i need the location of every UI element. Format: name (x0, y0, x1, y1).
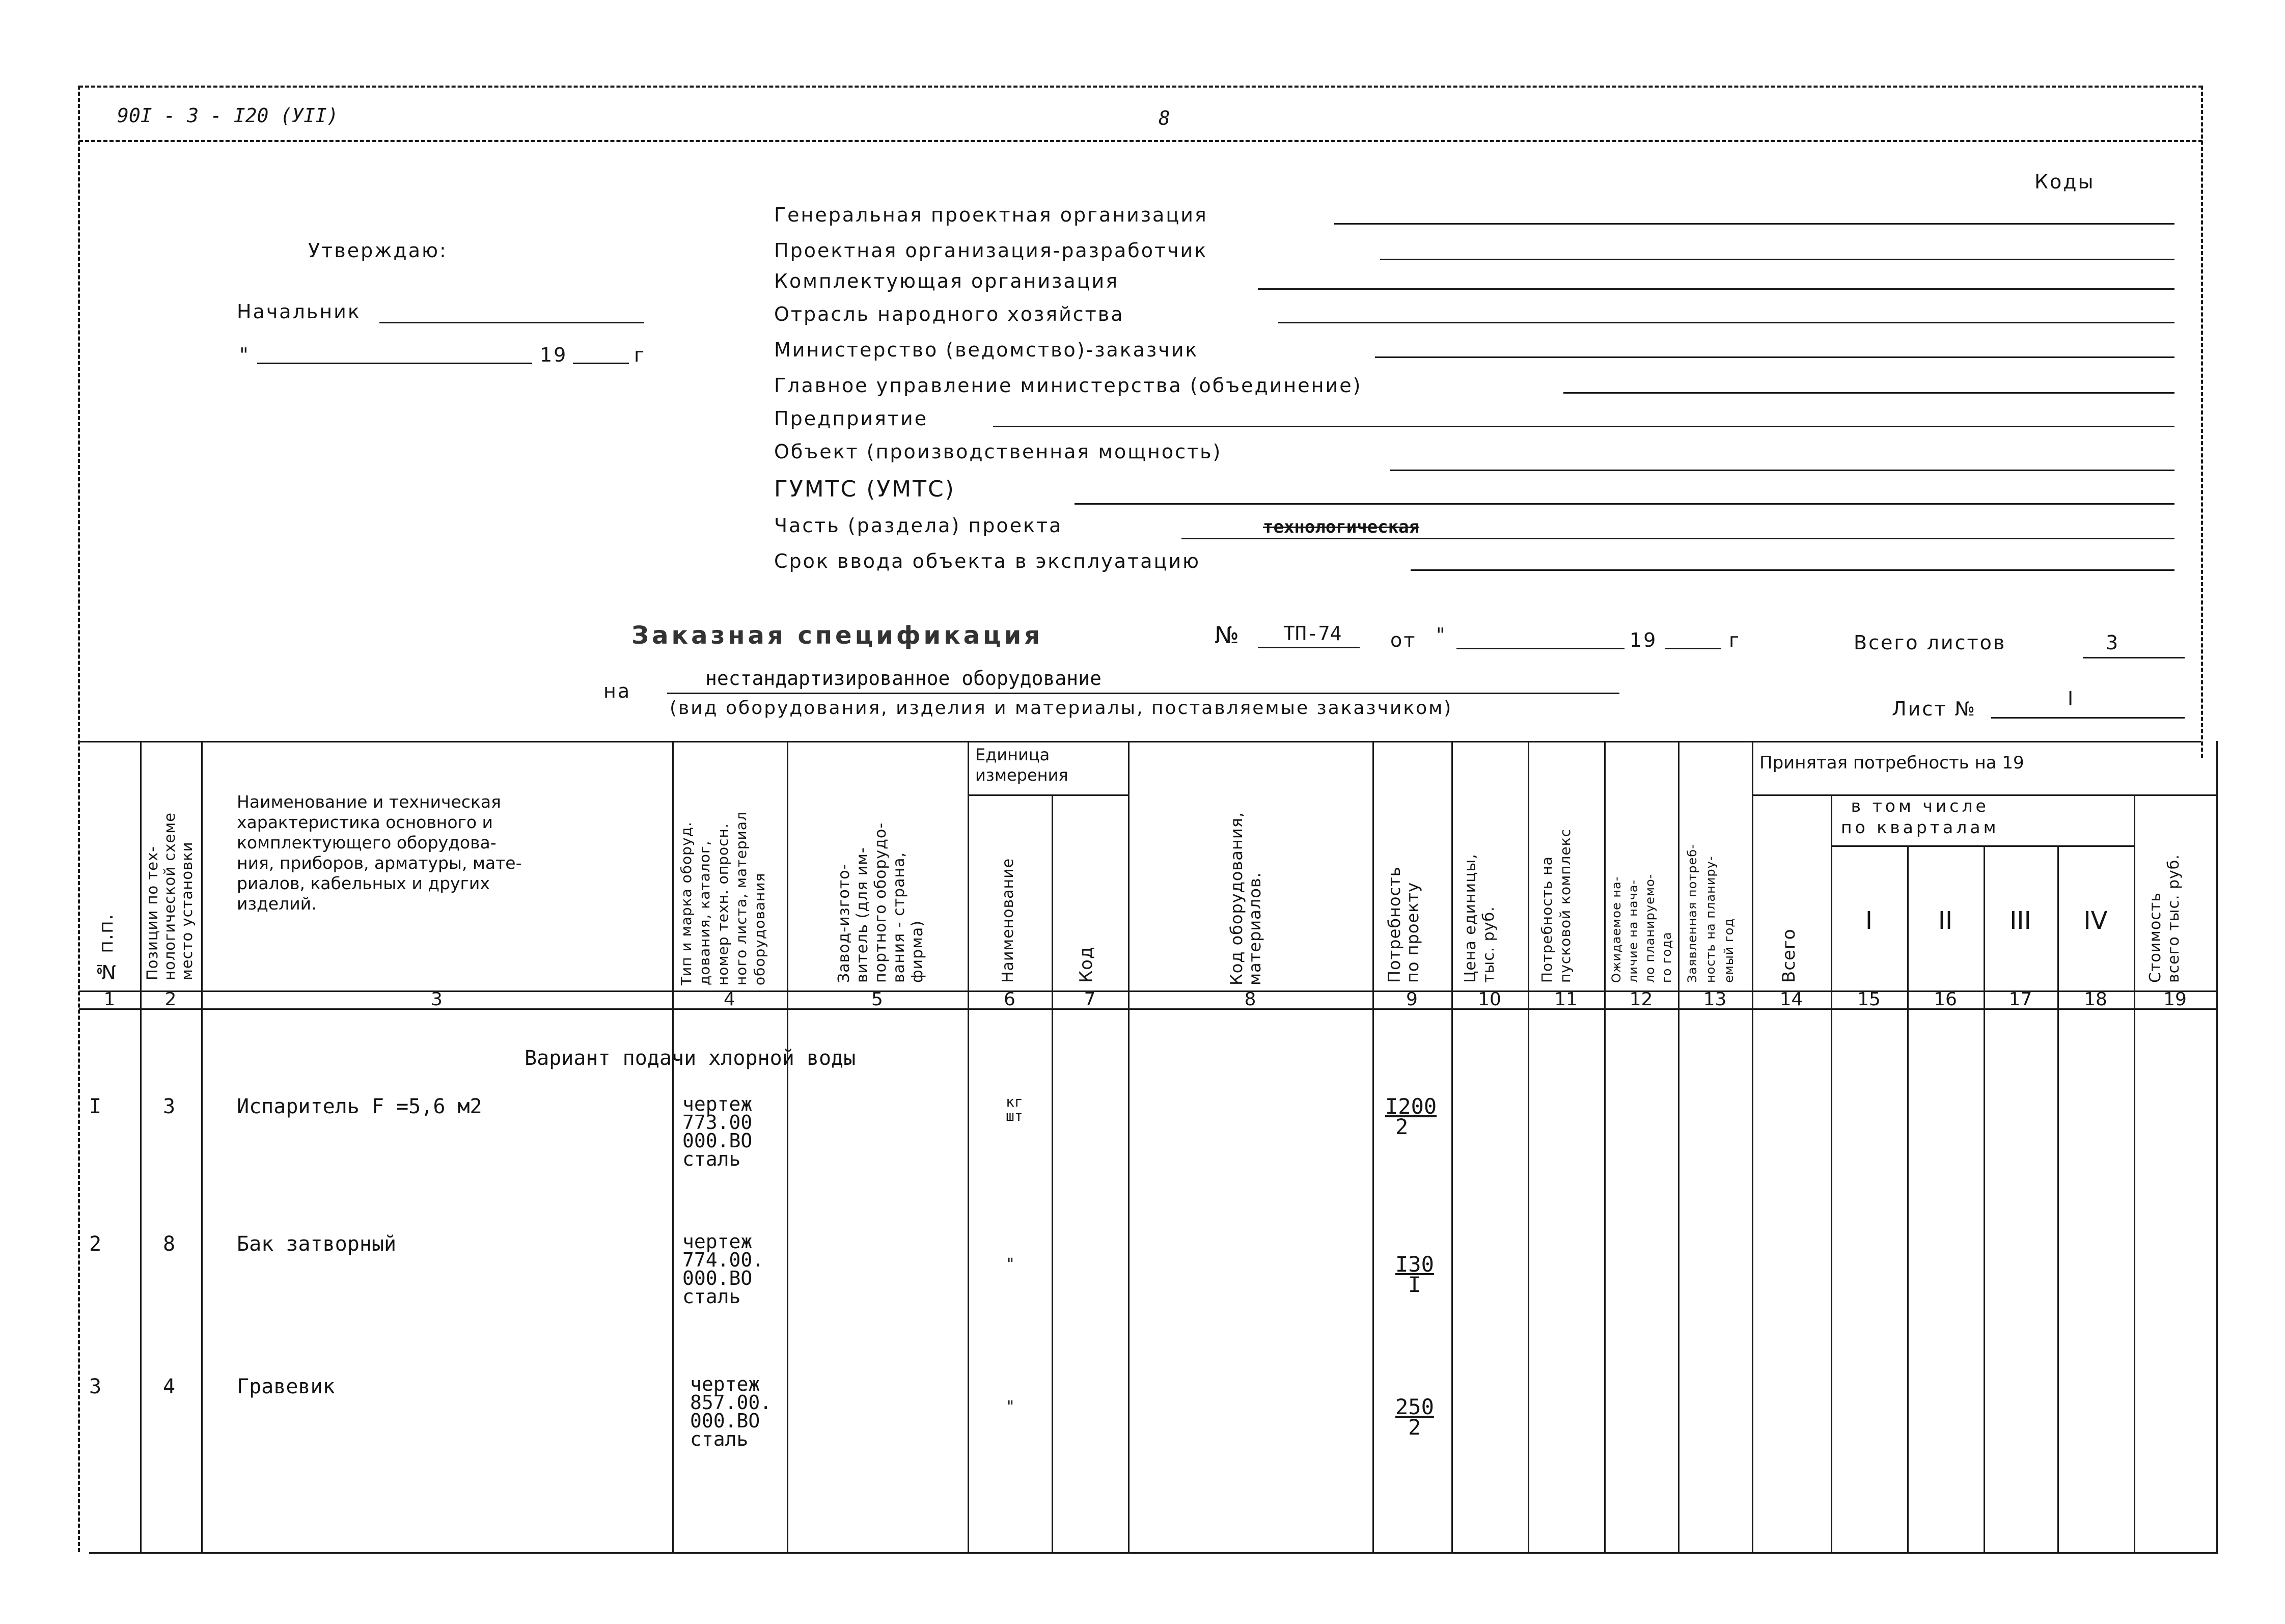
org-field: Главное управление министерства (объединение) (774, 374, 1362, 397)
header-unit-name: Наименование (999, 858, 1017, 983)
spec-subject: нестандартизированное оборудование (705, 667, 1102, 690)
org-field: Отрасль народного хозяйства (774, 303, 1124, 325)
date-quote: " (239, 344, 250, 366)
total-sheets-value: 3 (2106, 631, 2120, 654)
sheet-label: Лист № (1892, 698, 1976, 720)
row-pos: 3 (163, 1095, 176, 1118)
org-field: Часть (раздела) проекта (774, 514, 1063, 537)
col-sep (1451, 741, 1453, 1552)
colnum-14: 14 (1779, 989, 1803, 1010)
header-strip-line (79, 140, 2203, 142)
col-sep (1678, 741, 1680, 1552)
row-type: чертеж 773.00 000.ВО сталь (682, 1093, 753, 1170)
row-pos: 4 (163, 1375, 176, 1398)
table-top-line (79, 741, 2201, 742)
org-field-line (1380, 259, 2174, 260)
colnum-18: 18 (2084, 989, 2107, 1010)
row-name: Бак затворный (237, 1232, 397, 1256)
org-field: Срок ввода объекта в эксплуатацию (774, 550, 1201, 572)
row-pos: 8 (163, 1232, 176, 1256)
org-field-line (1258, 288, 2174, 290)
col-sep (1052, 794, 1053, 1552)
table-bottom-line (89, 1552, 2218, 1554)
org-field-line (1390, 470, 2174, 471)
header-need: Потребность по проекту (1385, 866, 1422, 983)
colnum-19: 19 (2163, 989, 2187, 1010)
col-sep (1907, 845, 1909, 1552)
row-need-bottom: 2 (1408, 1415, 1421, 1440)
date-line (257, 363, 532, 364)
total-sheets-line (2083, 657, 2185, 658)
org-field-line (993, 426, 2174, 427)
approval-year-suffix: г (634, 344, 646, 366)
project-part-value: технологическая (1263, 517, 1420, 537)
colnum-2: 2 (164, 989, 177, 1010)
org-field: Генеральная проектная организация (774, 204, 1208, 226)
header-accepted: Принятая потребность на 19 (1759, 753, 2024, 773)
colnum-10: 10 (1478, 989, 1501, 1010)
header-expected: Ожидаемое на- личие на нача- ло планируемо- го года (1609, 873, 1674, 983)
year-line (573, 363, 629, 364)
spec-year: 19 (1630, 629, 1658, 651)
header-maker: Завод-изгото- витель (для им- портного оборудо- вания - страна, фирма) (835, 822, 926, 983)
row-name: Испаритель F =5,6 м2 (237, 1095, 482, 1118)
row-type: чертеж 857.00. 000.ВО сталь (690, 1373, 772, 1450)
col-sep (2057, 845, 2059, 1552)
header-quarters-caption: в том числе по кварталам (1841, 796, 1999, 837)
row-need-top: I200 (1385, 1094, 1437, 1119)
quarters-line (1831, 845, 2134, 847)
org-field: Предприятие (774, 407, 928, 430)
row-need-bottom: I (1408, 1272, 1421, 1297)
col-sep (672, 741, 674, 1552)
header-equip-code: Код оборудования, материалов. (1227, 811, 1264, 985)
spec-subject-line (667, 693, 1619, 694)
header-q3: III (2009, 906, 2031, 935)
col-sep (1372, 741, 1374, 1552)
row-name: Гравевик (237, 1375, 335, 1398)
codes-label: Коды (2034, 171, 2095, 193)
colnum-3: 3 (431, 989, 443, 1010)
colnum-13: 13 (1703, 989, 1727, 1010)
spec-year-line (1665, 648, 1721, 649)
row-num: 2 (89, 1232, 102, 1256)
spec-date-line (1456, 648, 1625, 649)
frame-left (78, 86, 80, 1552)
org-field-line (1075, 503, 2174, 505)
row-unit: " (1006, 1255, 1015, 1273)
org-field: Комплектующая организация (774, 270, 1119, 292)
approve-label: Утверждаю: (308, 239, 448, 262)
header-startup: Потребность на пусковой комплекс (1538, 829, 1574, 983)
colnum-17: 17 (2008, 989, 2032, 1010)
header-type: Тип и марка оборуд. дования, каталог, номер техн. опросн. ного листа, материал оборудования (678, 811, 768, 985)
header-unit-code: Код (1076, 946, 1096, 983)
spec-number-value: ТП-74 (1283, 622, 1342, 645)
col-sep (968, 741, 969, 1552)
colnum-6: 6 (1004, 989, 1015, 1010)
col-sep (1128, 741, 1130, 1552)
sheet-value: I (2068, 687, 2075, 710)
spec-year-suffix: г (1729, 629, 1741, 651)
header-total: Всего (1779, 928, 1799, 983)
spec-date-quote: " (1436, 624, 1447, 646)
org-field-line (1278, 322, 2174, 323)
row-unit: " (1006, 1398, 1015, 1416)
colnum-9: 9 (1406, 989, 1418, 1010)
page-number: 8 (1159, 107, 1170, 129)
header-q4: IV (2083, 906, 2108, 935)
org-field: Министерство (ведомство)-заказчик (774, 339, 1199, 361)
spec-from-label: от (1390, 629, 1417, 651)
header-declared: Заявленная потреб- ность на планиру- емый год (1685, 844, 1736, 983)
header-unit-group: Единица измерения (975, 745, 1068, 785)
spec-number-line (1258, 647, 1360, 648)
row-num: I (89, 1095, 102, 1118)
col-sep (140, 741, 142, 1552)
col-sep (2216, 741, 2218, 1552)
org-field-line (1181, 538, 2174, 539)
row-type: чертеж 774.00. 000.ВО сталь (682, 1230, 764, 1308)
org-field-line (1411, 569, 2174, 571)
col-sep (787, 741, 788, 1552)
col-sep (201, 741, 203, 1552)
org-field-line (1334, 223, 2174, 225)
colnum-16: 16 (1934, 989, 1957, 1010)
org-field: Проектная организация-разработчик (774, 239, 1208, 262)
header-positions: Позиции по тех- нологической схеме место установки (144, 812, 196, 980)
row-need-top: I30 (1395, 1252, 1434, 1277)
colnum-7: 7 (1084, 989, 1096, 1010)
spec-subject-caption: (вид оборудования, изделия и материалы, поставляемые заказчиком) (670, 698, 1453, 719)
colnum-1: 1 (103, 989, 116, 1010)
frame-right (2201, 86, 2203, 758)
header-num: № п.п. (95, 914, 117, 983)
col-sep (1984, 845, 1985, 1552)
row-unit: кг шт (1006, 1093, 1023, 1124)
col-sep (1752, 741, 1753, 1552)
doc-code: 90I - 3 - I20 (УII) (117, 104, 339, 127)
row-need-bottom: 2 (1395, 1114, 1409, 1139)
row-num: 3 (89, 1375, 102, 1398)
colnum-5: 5 (871, 989, 883, 1010)
header-cost: Стоимость всего тыс. руб. (2146, 854, 2183, 983)
colnum-11: 11 (1554, 989, 1578, 1010)
colnum-15: 15 (1857, 989, 1881, 1010)
org-field: ГУМТС (УМТС) (774, 476, 955, 502)
org-field-line (1375, 356, 2174, 358)
spec-na-label: на (603, 680, 631, 702)
header-price: Цена единицы, тыс. руб. (1462, 854, 1498, 983)
frame-top (79, 86, 2203, 88)
spec-title: Заказная спецификация (631, 621, 1043, 650)
colnum-8: 8 (1244, 989, 1256, 1010)
row-need-top: 250 (1395, 1394, 1434, 1419)
colnum-12: 12 (1629, 989, 1653, 1010)
col-sep (1528, 741, 1529, 1552)
chief-label: Начальник (237, 300, 361, 323)
total-sheets-label: Всего листов (1854, 631, 2006, 654)
colnum-4: 4 (724, 989, 735, 1010)
section-title: Вариант подачи хлорной воды (525, 1047, 856, 1070)
header-q1: I (1865, 906, 1873, 935)
approval-year: 19 (540, 344, 568, 366)
col-sep (1604, 741, 1606, 1552)
unit-group-line (968, 794, 1128, 796)
header-name: Наименование и техническая характеристика основного и комплектующего оборудова- ния, приборов, арматуры, мате- риалов, кабельных и других изделий. (237, 792, 522, 914)
header-q2: II (1938, 906, 1953, 935)
spec-number-label: № (1215, 621, 1241, 649)
chief-line (379, 322, 644, 323)
sheet-line (1991, 717, 2185, 719)
org-field-line (1563, 392, 2174, 394)
col-sep (2134, 794, 2135, 1552)
org-field: Объект (производственная мощность) (774, 441, 1222, 463)
